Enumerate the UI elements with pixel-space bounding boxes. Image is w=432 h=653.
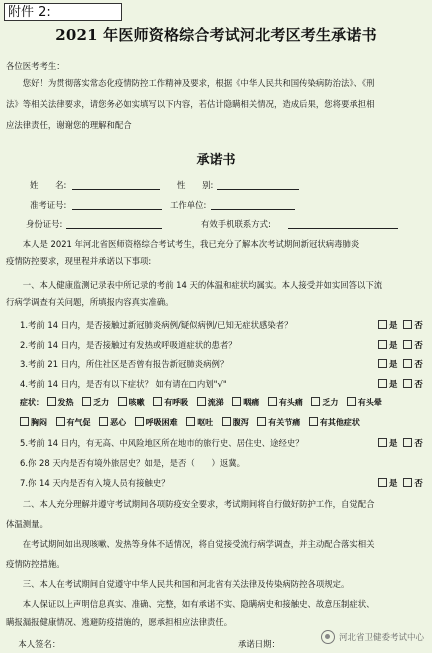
symptom-checkbox[interactable]: 流涕 [197, 398, 224, 407]
section2-line-2: 体温测量。 [6, 519, 48, 529]
symptom-checkbox[interactable]: 有关节痛 [257, 418, 300, 427]
symptoms-row-2 [20, 417, 428, 428]
question-5-options[interactable]: 是 否 [378, 437, 429, 449]
document-title: 2021 年医师资格综合考试河北考区考生承诺书 [55, 26, 377, 44]
signature-label: 本人签名： [10, 639, 61, 649]
question-6: 6.你 28 天内是否有境外旅居史？如是，是否（ ）返冀。 [20, 458, 245, 468]
question-4-options[interactable]: 是 否 [378, 378, 429, 390]
question-7: 7.你 14 天内是否有入境人员有接触史？ [20, 478, 170, 488]
symptom-checkbox[interactable]: 胸闷 [20, 418, 47, 427]
symptom-checkbox[interactable]: 有其他症状 [309, 418, 360, 427]
section2b-line-1: 在考试期间如出现咳嗽、发热等身体不适情况，将自觉接受流行病学调查，并主动配合落实相关 [6, 539, 375, 549]
section2-line-1: 二、本人充分理解并遵守考试期间各项防疫安全要求，考试期间将自行做好防护工作，自觉配合 [6, 499, 375, 509]
phone-blank[interactable] [288, 228, 398, 229]
attachment-label: 附件 2: [4, 3, 122, 21]
gender-blank[interactable] [217, 189, 299, 190]
id-no-blank[interactable] [66, 228, 162, 229]
watermark-text: 河北省卫健委考试中心 [338, 633, 424, 643]
symptom-checkbox[interactable]: 发热 [47, 398, 74, 407]
greeting: 各位医考考生： [6, 61, 65, 71]
intro-line-1: 您好！为贯彻落实常态化疫情防控工作精神及要求，根据《中华人民共和国传染病防治法》、《刑 [6, 78, 375, 88]
symptom-checkbox[interactable]: 呕吐 [186, 418, 213, 427]
section1-line-1: 一、本人健康监测记录表中所记录的考前 14 天的体温和症状均属实。本人接受并如实回答以下流 [6, 280, 383, 290]
intro-line-2: 法》等相关法律要求，请您务必如实填写以下内容，若估计隐瞒相关情况，造成后果，您将要承担相 [6, 99, 375, 109]
symptom-checkbox[interactable]: 有气促 [56, 418, 91, 427]
id-no-label: 身份证号: [26, 219, 63, 229]
wechat-logo-icon [321, 630, 335, 644]
question-5: 5.考前 14 日内，有无高、中风险地区所在地市的旅行史、居住史、途经史？ [20, 438, 304, 448]
question-2: 2.考前 14 日内，是否接触过有发热或呼吸道症状的患者？ [20, 340, 237, 350]
question-3: 3.考前 21 日内，所住社区是否曾有报告新冠肺炎病例？ [20, 359, 229, 369]
pledge-title: 承诺书 [196, 153, 236, 168]
section1-line-2: 行病学调查有关问题，所填报内容真实准确。 [6, 297, 174, 307]
symptom-checkbox[interactable]: 咽痛 [232, 398, 259, 407]
section2b-line-2: 疫情防控措施。 [6, 559, 65, 569]
name-label: 姓 名: [30, 180, 67, 190]
phone-label: 有效手机联系方式: [201, 219, 271, 229]
pledge-line-1: 本人是 2021 年河北省医师资格综合考试考生，我已充分了解本次考试期间新冠状病毒肺炎 [6, 239, 360, 249]
section3b-line-1: 本人保证以上声明信息真实、准确、完整，如有承诺不实、隐瞒病史和接触史、故意压制症状、 [6, 599, 375, 609]
gender-label: 性 别: [177, 180, 214, 190]
symptom-checkbox[interactable]: 有头晕 [347, 398, 382, 407]
question-7-options[interactable]: 是 否 [378, 477, 429, 489]
symptoms-row-1 [20, 397, 428, 408]
symptom-checkbox[interactable]: 咳嗽 [118, 398, 145, 407]
watermark [321, 630, 424, 644]
workplace-blank[interactable] [211, 209, 295, 210]
symptom-checkbox[interactable]: 有呼吸 [153, 398, 188, 407]
symptom-checkbox[interactable]: 有头痛 [268, 398, 303, 407]
symptom-checkbox[interactable]: 乏力 [311, 398, 338, 407]
question-3-options[interactable]: 是 否 [378, 358, 429, 370]
question-1-options[interactable]: 是 否 [378, 319, 429, 331]
question-4: 4.考前 14 日内，是否有以下症状？ 如有请在□内划"√" [20, 379, 227, 389]
intro-line-3: 应法律责任，谢谢您的理解和配合 [6, 120, 132, 130]
symptom-checkbox[interactable]: 呼吸困难 [135, 418, 178, 427]
question-2-options[interactable]: 是 否 [378, 339, 429, 351]
section3-line-1: 三、本人在考试期间自觉遵守中华人民共和国和河北省有关法律及传染病防控各项规定。 [6, 579, 350, 589]
name-blank[interactable] [72, 189, 160, 190]
pledge-line-2: 疫情防控要求，现里程并承诺以下事项: [6, 256, 152, 266]
symptom-checkbox[interactable]: 恶心 [99, 418, 126, 427]
workplace-label: 工作单位: [170, 200, 207, 210]
symptoms-prefix: 症状： [20, 398, 44, 407]
exam-no-blank[interactable] [72, 209, 162, 210]
symptom-checkbox[interactable]: 乏力 [82, 398, 109, 407]
symptom-checkbox[interactable]: 腹泻 [222, 418, 249, 427]
date-label: 承诺日期： [238, 639, 280, 649]
exam-no-label: 准考证号: [30, 200, 67, 210]
section3b-line-2: 瞒报漏报健康情况、逃避防疫措施的，愿承担相应法律责任。 [6, 617, 233, 627]
question-1: 1.考前 14 日内，是否接触过新冠肺炎病例/疑似病例/已知无症状感染者？ [20, 320, 293, 330]
